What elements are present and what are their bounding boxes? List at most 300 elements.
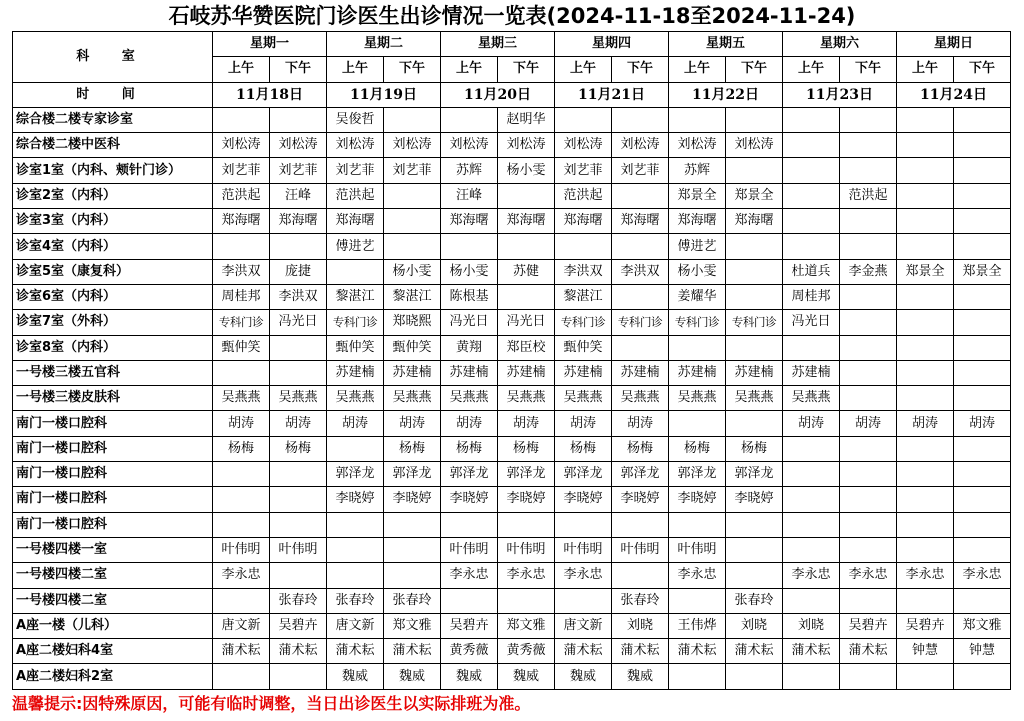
doctor-cell (669, 107, 726, 132)
doctor-cell: 专科门诊 (213, 310, 270, 335)
doctor-cell: 陈根基 (441, 284, 498, 309)
doctor-cell: 魏威 (498, 664, 555, 689)
doctor-cell (384, 183, 441, 208)
doctor-cell: 汪峰 (441, 183, 498, 208)
doctor-cell: 胡涛 (783, 411, 840, 436)
doctor-cell: 刘艺菲 (213, 158, 270, 183)
doctor-cell: 胡涛 (441, 411, 498, 436)
doctor-cell: 李晓婷 (612, 487, 669, 512)
doctor-cell: 周桂邦 (783, 284, 840, 309)
pm-header: 下午 (840, 57, 897, 82)
schedule-row (13, 588, 1011, 613)
doctor-cell (897, 158, 954, 183)
doctor-cell: 黎湛江 (555, 284, 612, 309)
doctor-cell: 范洪起 (555, 183, 612, 208)
doctor-cell (726, 664, 783, 689)
doctor-cell (726, 284, 783, 309)
doctor-cell: 郑晓熙 (384, 310, 441, 335)
doctor-cell: 刘晓 (612, 613, 669, 638)
doctor-cell: 汪峰 (270, 183, 327, 208)
doctor-cell: 胡涛 (213, 411, 270, 436)
doctor-cell: 刘艺菲 (612, 158, 669, 183)
department-name: 一号楼四楼一室 (13, 537, 213, 562)
department-name: 一号楼四楼二室 (13, 563, 213, 588)
doctor-cell (897, 234, 954, 259)
doctor-cell: 蒲术耘 (783, 639, 840, 664)
doctor-cell (384, 563, 441, 588)
doctor-cell: 刘松涛 (498, 133, 555, 158)
doctor-cell (954, 107, 1011, 132)
doctor-cell: 郭泽龙 (441, 462, 498, 487)
doctor-cell: 杨小雯 (669, 259, 726, 284)
doctor-cell (840, 158, 897, 183)
doctor-cell: 黄秀薇 (498, 639, 555, 664)
doctor-cell (783, 209, 840, 234)
pm-header: 下午 (270, 57, 327, 82)
doctor-cell: 郭泽龙 (384, 462, 441, 487)
doctor-cell: 郑景全 (669, 183, 726, 208)
doctor-cell (783, 107, 840, 132)
doctor-cell: 郭泽龙 (498, 462, 555, 487)
schedule-row (13, 259, 1011, 284)
doctor-cell (327, 512, 384, 537)
doctor-cell: 叶伟明 (441, 537, 498, 562)
doctor-cell (783, 183, 840, 208)
doctor-cell: 冯光日 (498, 310, 555, 335)
doctor-cell: 李永忠 (669, 563, 726, 588)
doctor-cell (954, 284, 1011, 309)
doctor-cell (783, 462, 840, 487)
doctor-cell: 李晓婷 (555, 487, 612, 512)
doctor-cell (954, 487, 1011, 512)
doctor-cell: 苏建楠 (327, 360, 384, 385)
doctor-cell: 黎湛江 (384, 284, 441, 309)
doctor-cell: 胡涛 (327, 411, 384, 436)
doctor-cell: 唐文新 (213, 613, 270, 638)
time-header: 时 间 (13, 82, 213, 107)
doctor-cell (840, 588, 897, 613)
doctor-cell: 郑海曙 (498, 209, 555, 234)
doctor-cell: 刘松涛 (555, 133, 612, 158)
doctor-cell: 李洪双 (213, 259, 270, 284)
doctor-cell: 黄翔 (441, 335, 498, 360)
doctor-cell: 苏建楠 (783, 360, 840, 385)
doctor-cell: 李洪双 (270, 284, 327, 309)
doctor-cell (840, 664, 897, 689)
date-header: 11月24日 (897, 82, 1011, 107)
doctor-cell: 庞捷 (270, 259, 327, 284)
doctor-cell: 吴碧卉 (840, 613, 897, 638)
day-header: 星期日 (897, 32, 1011, 57)
doctor-cell: 吴燕燕 (783, 386, 840, 411)
doctor-cell: 李永忠 (441, 563, 498, 588)
doctor-cell: 吴燕燕 (213, 386, 270, 411)
day-header: 星期三 (441, 32, 555, 57)
doctor-cell: 刘松涛 (441, 133, 498, 158)
doctor-cell: 甄仲笑 (213, 335, 270, 360)
doctor-cell: 刘艺菲 (555, 158, 612, 183)
doctor-cell: 魏威 (441, 664, 498, 689)
doctor-cell (840, 310, 897, 335)
doctor-cell (954, 158, 1011, 183)
doctor-cell: 胡涛 (954, 411, 1011, 436)
doctor-cell (897, 386, 954, 411)
doctor-cell: 郑景全 (726, 183, 783, 208)
doctor-cell (783, 487, 840, 512)
department-name: A座二楼妇科4室 (13, 639, 213, 664)
doctor-cell (726, 563, 783, 588)
department-name: 南门一楼口腔科 (13, 487, 213, 512)
doctor-cell: 蒲术耘 (612, 639, 669, 664)
doctor-cell: 吴燕燕 (555, 386, 612, 411)
doctor-cell: 苏辉 (669, 158, 726, 183)
doctor-cell (612, 107, 669, 132)
doctor-cell: 魏威 (327, 664, 384, 689)
doctor-cell: 吴燕燕 (384, 386, 441, 411)
doctor-cell: 叶伟明 (270, 537, 327, 562)
schedule-row (13, 512, 1011, 537)
doctor-cell: 杨梅 (669, 436, 726, 461)
doctor-cell: 郑海曙 (327, 209, 384, 234)
doctor-cell: 冯光日 (270, 310, 327, 335)
doctor-cell: 刘松涛 (327, 133, 384, 158)
doctor-cell: 刘松涛 (726, 133, 783, 158)
doctor-cell (726, 158, 783, 183)
doctor-cell (612, 234, 669, 259)
doctor-cell: 蒲术耘 (555, 639, 612, 664)
doctor-cell: 杨梅 (612, 436, 669, 461)
schedule-row (13, 234, 1011, 259)
doctor-cell (897, 107, 954, 132)
doctor-cell (954, 462, 1011, 487)
doctor-cell (897, 537, 954, 562)
doctor-cell: 李洪双 (555, 259, 612, 284)
doctor-cell: 姜耀华 (669, 284, 726, 309)
doctor-cell (954, 234, 1011, 259)
doctor-cell (498, 183, 555, 208)
doctor-cell (498, 588, 555, 613)
doctor-cell (840, 537, 897, 562)
dept-header: 科 室 (13, 32, 213, 83)
doctor-cell (954, 436, 1011, 461)
doctor-cell: 蒲术耘 (213, 639, 270, 664)
doctor-cell: 李永忠 (498, 563, 555, 588)
doctor-cell (840, 436, 897, 461)
doctor-cell (270, 512, 327, 537)
am-header: 上午 (441, 57, 498, 82)
schedule-row (13, 664, 1011, 689)
doctor-cell: 傅进艺 (327, 234, 384, 259)
doctor-cell: 黎湛江 (327, 284, 384, 309)
doctor-cell (726, 107, 783, 132)
doctor-cell: 胡涛 (384, 411, 441, 436)
doctor-cell: 吴燕燕 (441, 386, 498, 411)
doctor-cell: 黄秀薇 (441, 639, 498, 664)
am-header: 上午 (669, 57, 726, 82)
doctor-cell: 李晓婷 (726, 487, 783, 512)
doctor-cell (384, 107, 441, 132)
doctor-cell: 杜道兵 (783, 259, 840, 284)
doctor-cell: 蒲术耘 (840, 639, 897, 664)
doctor-cell (954, 133, 1011, 158)
doctor-cell: 吴燕燕 (726, 386, 783, 411)
doctor-cell: 唐文新 (327, 613, 384, 638)
doctor-cell: 魏威 (555, 664, 612, 689)
schedule-row (13, 639, 1011, 664)
doctor-cell (327, 537, 384, 562)
doctor-cell: 范洪起 (840, 183, 897, 208)
doctor-cell (213, 234, 270, 259)
doctor-cell (840, 284, 897, 309)
doctor-cell: 胡涛 (612, 411, 669, 436)
doctor-cell (897, 310, 954, 335)
schedule-row (13, 183, 1011, 208)
doctor-cell (213, 512, 270, 537)
doctor-cell: 吴碧卉 (441, 613, 498, 638)
doctor-cell: 胡涛 (498, 411, 555, 436)
doctor-cell: 专科门诊 (669, 310, 726, 335)
doctor-cell (555, 234, 612, 259)
pm-header: 下午 (384, 57, 441, 82)
doctor-cell: 郑海曙 (669, 209, 726, 234)
date-header: 11月19日 (327, 82, 441, 107)
department-name: 诊室8室（内科） (13, 335, 213, 360)
doctor-cell: 杨梅 (441, 436, 498, 461)
doctor-cell: 叶伟明 (612, 537, 669, 562)
doctor-cell (840, 487, 897, 512)
doctor-cell: 冯光日 (783, 310, 840, 335)
doctor-cell (954, 386, 1011, 411)
doctor-cell (783, 133, 840, 158)
doctor-cell: 刘松涛 (612, 133, 669, 158)
doctor-cell (612, 183, 669, 208)
doctor-cell: 冯光日 (441, 310, 498, 335)
schedule-row (13, 462, 1011, 487)
doctor-cell (840, 512, 897, 537)
doctor-cell: 杨梅 (270, 436, 327, 461)
doctor-cell: 李永忠 (897, 563, 954, 588)
doctor-cell: 李晓婷 (669, 487, 726, 512)
date-header: 11月23日 (783, 82, 897, 107)
doctor-cell (270, 335, 327, 360)
doctor-cell: 吴燕燕 (498, 386, 555, 411)
doctor-cell (213, 360, 270, 385)
doctor-cell: 刘艺菲 (327, 158, 384, 183)
doctor-cell (327, 259, 384, 284)
doctor-cell: 苏辉 (441, 158, 498, 183)
department-name: 一号楼三楼皮肤科 (13, 386, 213, 411)
doctor-cell: 甄仲笑 (327, 335, 384, 360)
department-name: 综合楼二楼专家诊室 (13, 107, 213, 132)
schedule-row (13, 133, 1011, 158)
doctor-cell: 郑海曙 (612, 209, 669, 234)
schedule-row (13, 310, 1011, 335)
doctor-cell: 张春玲 (327, 588, 384, 613)
doctor-cell: 郭泽龙 (726, 462, 783, 487)
department-name: 诊室1室（内科、颊针门诊） (13, 158, 213, 183)
doctor-cell: 郑海曙 (726, 209, 783, 234)
doctor-cell: 杨梅 (555, 436, 612, 461)
doctor-cell: 李晓婷 (498, 487, 555, 512)
doctor-cell: 周桂邦 (213, 284, 270, 309)
date-header: 11月20日 (441, 82, 555, 107)
department-name: 诊室3室（内科） (13, 209, 213, 234)
doctor-cell (669, 411, 726, 436)
doctor-cell: 郑海曙 (270, 209, 327, 234)
doctor-cell: 李永忠 (555, 563, 612, 588)
department-name: A座一楼（儿科） (13, 613, 213, 638)
doctor-cell (840, 209, 897, 234)
schedule-row (13, 360, 1011, 385)
doctor-cell (498, 512, 555, 537)
am-header: 上午 (327, 57, 384, 82)
doctor-cell: 郑景全 (954, 259, 1011, 284)
doctor-cell: 蒲术耘 (726, 639, 783, 664)
doctor-cell (213, 487, 270, 512)
doctor-cell: 蒲术耘 (384, 639, 441, 664)
doctor-cell: 甄仲笑 (555, 335, 612, 360)
doctor-cell (213, 107, 270, 132)
schedule-row (13, 411, 1011, 436)
doctor-cell (441, 234, 498, 259)
doctor-cell (840, 462, 897, 487)
pm-header: 下午 (498, 57, 555, 82)
doctor-cell: 苏建楠 (669, 360, 726, 385)
doctor-cell: 郑臣校 (498, 335, 555, 360)
department-name: 一号楼四楼二室 (13, 588, 213, 613)
doctor-cell: 专科门诊 (327, 310, 384, 335)
day-header: 星期二 (327, 32, 441, 57)
doctor-cell: 李晓婷 (384, 487, 441, 512)
doctor-cell: 李金燕 (840, 259, 897, 284)
doctor-cell: 钟慧 (954, 639, 1011, 664)
doctor-cell: 吴碧卉 (270, 613, 327, 638)
doctor-cell (669, 664, 726, 689)
doctor-cell (270, 563, 327, 588)
doctor-cell (783, 588, 840, 613)
am-header: 上午 (783, 57, 840, 82)
doctor-cell: 专科门诊 (555, 310, 612, 335)
doctor-cell: 范洪起 (213, 183, 270, 208)
schedule-table (12, 31, 1011, 690)
doctor-cell: 胡涛 (840, 411, 897, 436)
doctor-cell (954, 310, 1011, 335)
doctor-cell (897, 487, 954, 512)
doctor-cell: 张春玲 (612, 588, 669, 613)
doctor-cell: 胡涛 (897, 411, 954, 436)
doctor-cell (384, 537, 441, 562)
doctor-cell: 杨梅 (384, 436, 441, 461)
doctor-cell: 张春玲 (384, 588, 441, 613)
doctor-cell: 郭泽龙 (327, 462, 384, 487)
doctor-cell (897, 335, 954, 360)
doctor-cell: 魏威 (384, 664, 441, 689)
doctor-cell: 吴燕燕 (669, 386, 726, 411)
doctor-cell: 甄仲笑 (384, 335, 441, 360)
doctor-cell (327, 563, 384, 588)
doctor-cell: 刘松涛 (669, 133, 726, 158)
doctor-cell: 叶伟明 (498, 537, 555, 562)
doctor-cell (726, 411, 783, 436)
schedule-row (13, 284, 1011, 309)
doctor-cell: 刘晓 (726, 613, 783, 638)
doctor-cell: 胡涛 (555, 411, 612, 436)
schedule-row (13, 537, 1011, 562)
doctor-cell (213, 664, 270, 689)
date-header: 11月18日 (213, 82, 327, 107)
doctor-cell (555, 512, 612, 537)
doctor-cell (897, 360, 954, 385)
doctor-cell: 郑文雅 (498, 613, 555, 638)
doctor-cell: 郑文雅 (384, 613, 441, 638)
doctor-cell (498, 234, 555, 259)
doctor-cell (954, 537, 1011, 562)
doctor-cell: 刘松涛 (384, 133, 441, 158)
doctor-cell (897, 436, 954, 461)
doctor-cell (327, 436, 384, 461)
doctor-cell: 吴燕燕 (327, 386, 384, 411)
doctor-cell: 苏建楠 (726, 360, 783, 385)
doctor-cell: 李晓婷 (441, 487, 498, 512)
doctor-cell (726, 335, 783, 360)
doctor-cell (897, 512, 954, 537)
page-title: 石岐苏华赞医院门诊医生出诊情况一览表(2024-11-18至2024-11-24) (168, 4, 856, 28)
pm-header: 下午 (612, 57, 669, 82)
doctor-cell: 钟慧 (897, 639, 954, 664)
doctor-cell: 蒲术耘 (327, 639, 384, 664)
department-name: 诊室2室（内科） (13, 183, 213, 208)
doctor-cell: 杨小雯 (384, 259, 441, 284)
doctor-cell: 赵明华 (498, 107, 555, 132)
doctor-cell (441, 512, 498, 537)
doctor-cell: 杨小雯 (498, 158, 555, 183)
doctor-cell: 郑文雅 (954, 613, 1011, 638)
doctor-cell (840, 335, 897, 360)
doctor-cell (840, 133, 897, 158)
doctor-cell: 杨梅 (213, 436, 270, 461)
doctor-cell (897, 284, 954, 309)
doctor-cell (270, 107, 327, 132)
doctor-cell (612, 563, 669, 588)
doctor-cell (783, 664, 840, 689)
doctor-cell (270, 462, 327, 487)
header-row-dates (13, 82, 1011, 107)
doctor-cell: 郭泽龙 (612, 462, 669, 487)
doctor-cell: 刘松涛 (270, 133, 327, 158)
doctor-cell: 吴燕燕 (612, 386, 669, 411)
doctor-cell (612, 512, 669, 537)
doctor-cell: 蒲术耘 (270, 639, 327, 664)
doctor-cell: 苏建楠 (384, 360, 441, 385)
doctor-cell (783, 335, 840, 360)
doctor-cell (555, 588, 612, 613)
doctor-cell: 吴燕燕 (270, 386, 327, 411)
doctor-cell: 刘艺菲 (384, 158, 441, 183)
doctor-cell (783, 158, 840, 183)
date-header: 11月21日 (555, 82, 669, 107)
department-name: 诊室4室（内科） (13, 234, 213, 259)
pm-header: 下午 (954, 57, 1011, 82)
schedule-row (13, 436, 1011, 461)
doctor-cell: 苏建楠 (498, 360, 555, 385)
doctor-cell (498, 284, 555, 309)
doctor-cell: 李晓婷 (327, 487, 384, 512)
doctor-cell: 王伟烨 (669, 613, 726, 638)
am-header: 上午 (555, 57, 612, 82)
doctor-cell (840, 360, 897, 385)
day-header: 星期四 (555, 32, 669, 57)
doctor-cell (726, 234, 783, 259)
